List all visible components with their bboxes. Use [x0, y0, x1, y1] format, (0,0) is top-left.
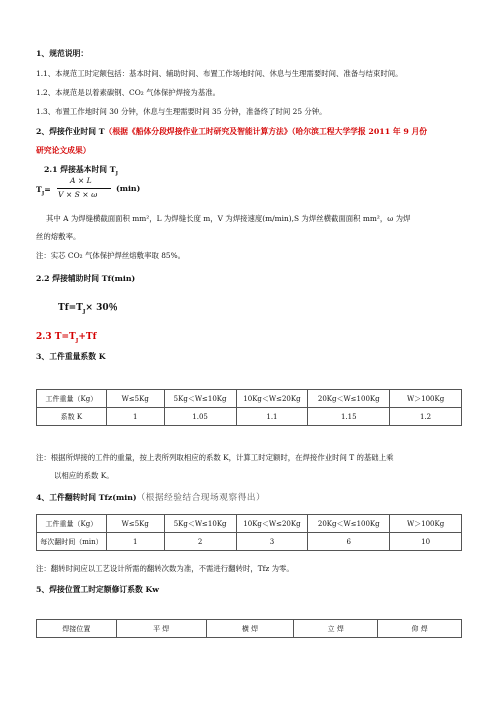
- section-3-note-2: 以相应的系数 K。: [54, 471, 114, 480]
- table-cell: W＞100Kg: [390, 515, 462, 533]
- table-cell: 仰 焊: [378, 620, 462, 638]
- table-row: [37, 408, 462, 426]
- formula-description-2: 丝的熔敷率。: [36, 232, 81, 241]
- table-cell: 10Kg＜W≤20Kg: [236, 515, 308, 533]
- table-cell: 10Kg＜W≤20Kg: [236, 390, 308, 408]
- formula-numerator: A × L: [70, 176, 92, 185]
- table-cell: 20Kg＜W≤100Kg: [308, 515, 390, 533]
- section-2-reference-cont: 研究论文成果）: [36, 146, 91, 155]
- section-4-source-note: （根据经验结合现场观察得出）: [136, 493, 266, 503]
- table-cell: 系数 K: [37, 408, 107, 426]
- table-cell: 3: [236, 533, 308, 551]
- table-cell: 5Kg＜W≤10Kg: [164, 390, 236, 408]
- table-cell: W＞100Kg: [390, 390, 462, 408]
- section-4-note: 注：翻转时间应以工艺设计所需的翻转次数为准，不需进行翻转时，Tfz 为零。: [36, 564, 294, 573]
- table-cell: 1.15: [308, 408, 390, 426]
- section-4-heading: 4、工件翻转时间 Tfz(min): [36, 493, 137, 502]
- table-cell: 10: [390, 533, 462, 551]
- subsection-2-3-formula: [36, 332, 96, 346]
- weight-coefficient-table: [36, 389, 462, 426]
- section-5-heading: 5、焊接位置工时定额修订系数 Kw: [36, 585, 159, 594]
- table-cell: W≤5Kg: [106, 515, 164, 533]
- table-cell: 工件重量（Kg）: [37, 515, 107, 533]
- formula-description-1: 其中 A 为焊缝横截面面积 mm²，L 为焊缝长度 m，V 为焊接速度(m/min),S 为焊丝横截面面积 mm²，ω 为焊: [46, 214, 411, 223]
- table-cell: 1: [106, 533, 164, 551]
- section-3-note-1: 注：根据所焊接的工件的重量，按上表所列取相应的系数 K，计算工时定额时，在焊接作业时间 T 的基础上乘: [36, 453, 394, 462]
- table-cell: 6: [308, 533, 390, 551]
- deposition-note: 注：实芯 CO₂ 气体保护焊丝熔敷率取 85%。: [36, 251, 186, 260]
- table-row: [37, 533, 462, 551]
- table-cell: 1.1: [236, 408, 308, 426]
- section-1-item-2: 1.2、本规范是以着素碳钢、CO₂ 气体保护焊接为基准。: [36, 88, 220, 97]
- table-cell: 5Kg＜W≤10Kg: [164, 515, 236, 533]
- section-3-heading: 3、工件重量系数 K: [36, 352, 106, 361]
- aux-formula-subscript: J: [82, 308, 86, 315]
- aux-formula-lhs: Tf=T: [58, 303, 83, 313]
- table-cell: 平 焊: [116, 620, 206, 638]
- table-cell: 1: [106, 408, 164, 426]
- table-cell: 横 焊: [206, 620, 294, 638]
- table-cell: 立 焊: [294, 620, 378, 638]
- position-coefficient-table: [36, 619, 462, 638]
- table-header-row: [37, 515, 462, 533]
- aux-formula-rest: × 30％: [85, 303, 118, 313]
- total-formula-lhs: 2.3 T=T: [36, 332, 76, 342]
- formula-lhs-symbol: T: [36, 185, 42, 194]
- section-1-item-3: 1.3、布置工作地时间 30 分钟，休息与生理需要时间 35 分钟，准备终了时间 25 分钟。: [36, 107, 327, 116]
- auxiliary-time-formula: [58, 303, 118, 317]
- flip-time-table: [36, 514, 462, 551]
- table-cell: W≤5Kg: [106, 390, 164, 408]
- section-1-heading: 1、规范说明：: [36, 49, 89, 58]
- total-formula-subscript: J: [75, 337, 79, 344]
- section-4-heading-line: [36, 493, 265, 503]
- table-cell: 20Kg＜W≤100Kg: [308, 390, 390, 408]
- table-cell: 工件重量（Kg）: [37, 390, 107, 408]
- formula-denominator: V × S × ω: [58, 190, 98, 199]
- table-cell: 1.05: [164, 408, 236, 426]
- section-1-item-1: 1.1、本规范工时定额包括：基本时间、辅助时间、布置工作场地时间、休息与生理需要时间、准备与结束时间。: [36, 69, 403, 78]
- fraction-bar: [57, 188, 111, 189]
- subsection-2-1-label: 2.1 焊接基本时间 T: [44, 165, 116, 174]
- table-header-row: [37, 390, 462, 408]
- table-cell: 每次翻时间（min）: [37, 533, 107, 551]
- formula-unit: (min): [116, 184, 141, 193]
- table-cell: 1.2: [390, 408, 462, 426]
- formula-equals: =: [44, 185, 51, 194]
- formula-lhs-subscript: J: [41, 190, 45, 197]
- subsection-2-2-heading: 2.2 焊接辅助时间 Tf(min): [36, 274, 136, 283]
- total-formula-rest: +Tf: [78, 332, 97, 342]
- table-cell: 焊接位置: [37, 620, 117, 638]
- section-2-heading-line: [36, 127, 427, 137]
- formula-lhs: [36, 185, 51, 199]
- subsection-2-1-subscript: J: [115, 170, 118, 177]
- table-cell: 2: [164, 533, 236, 551]
- section-2-reference: （根据《船体分段焊接作业工时研究及智能计算方法》（哈尔滨工程大学学报 2011 年 9 月份: [104, 127, 428, 136]
- table-header-row: [37, 620, 462, 638]
- section-2-heading: 2、焊接作业时间 T: [36, 127, 105, 136]
